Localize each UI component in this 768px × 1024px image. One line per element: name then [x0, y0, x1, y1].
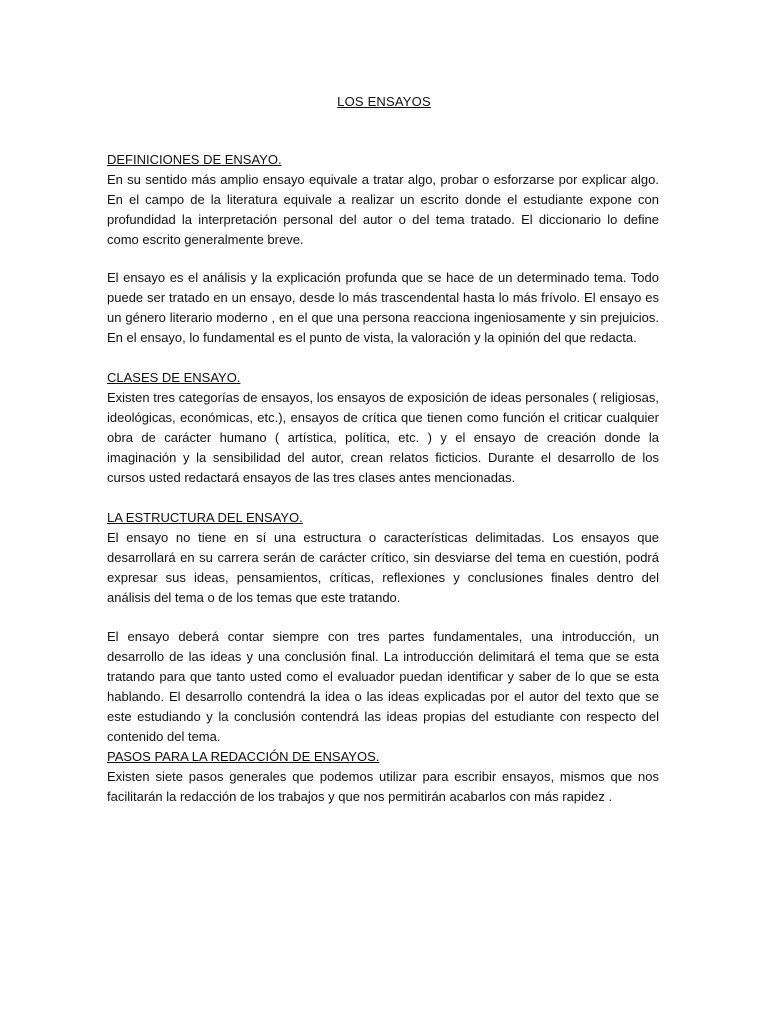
paragraph: Existen tres categorías de ensayos, los ensayos de exposición de ideas personales ( religiosas, ideológicas, económicas, etc.), ensayos de crítica que tienen como función el criticar cualquier obra de carácter humano ( artística, política, etc. ) y el ensayo de creación donde la imaginación y la sensibilidad del autor, crean relatos ficticios. Durante el desarrollo de los cursos usted redactará ensayos de las tres clases antes mencionadas.: [107, 390, 659, 485]
document-title: LOS ENSAYOS: [337, 94, 431, 109]
paragraph: El ensayo no tiene en sí una estructura o características delimitadas. Los ensayos que desarrollará en su carrera serán de carácter crítico, sin desviarse del tema en cuestión, podrá expresar sus ideas, pensamientos, críticas, reflexiones y conclusiones finales dentro del análisis del tema o de los temas que este tratando.: [107, 530, 659, 605]
section-heading: PASOS PARA LA REDACCIÓN DE ENSAYOS.: [107, 749, 380, 764]
section-clases: [107, 368, 659, 488]
section-definiciones-continued: [107, 268, 659, 348]
section-estructura-continued: [107, 627, 659, 747]
section-heading: LA ESTRUCTURA DEL ENSAYO.: [107, 510, 303, 525]
paragraph: El ensayo deberá contar siempre con tres partes fundamentales, una introducción, un desarrollo de las ideas y una conclusión final. La introducción delimitará el tema que se esta tratando para que tanto usted como el evaluador puedan identificar y saber de lo que se esta hablando. El desarrollo contendrá la idea o las ideas explicadas por el autor del texto que se este estudiando y la conclusión contendrá las ideas propias del estudiante con respecto del contenido del tema.: [107, 629, 659, 744]
section-pasos: [107, 747, 659, 807]
section-definiciones: [107, 150, 659, 250]
section-estructura: [107, 508, 659, 608]
paragraph: En su sentido más amplio ensayo equivale a tratar algo, probar o esforzarse por explicar algo. En el campo de la literatura equivale a realizar un escrito donde el estudiante expone con profundidad la interpretación personal del autor o del tema tratado. El diccionario lo define como escrito generalmente breve.: [107, 172, 659, 247]
paragraph: El ensayo es el análisis y la explicación profunda que se hace de un determinado tema. Todo puede ser tratado en un ensayo, desde lo más trascendental hasta lo más frívolo. El ensayo es un género literario moderno , en el que una persona reacciona ingeniosamente y sin prejuicios. En el ensayo, lo fundamental es el punto de vista, la valoración y la opinión del que redacta.: [107, 270, 659, 345]
paragraph: Existen siete pasos generales que podemos utilizar para escribir ensayos, mismos que nos facilitarán la redacción de los trabajos y que nos permitirán acabarlos con más rapidez .: [107, 769, 659, 804]
section-heading: DEFINICIONES DE ENSAYO.: [107, 152, 282, 167]
section-heading: CLASES DE ENSAYO.: [107, 370, 241, 385]
